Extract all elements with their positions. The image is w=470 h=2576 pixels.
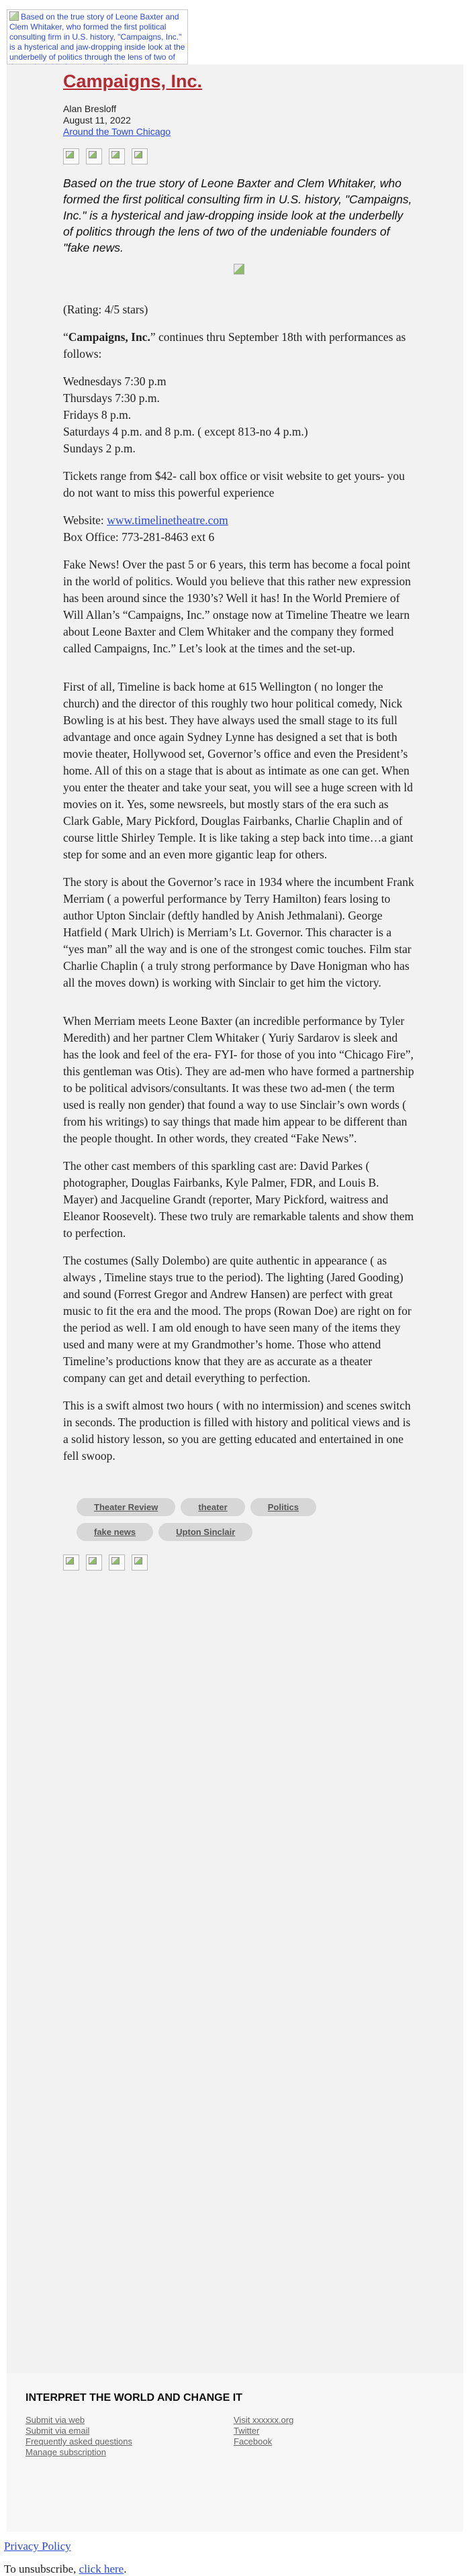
privacy-row [4,2540,470,2553]
share-icon-1[interactable] [63,1554,79,1571]
quote-mark: “ [63,330,68,344]
date: August 11, 2022 [63,115,131,126]
footer-heading: INTERPRET THE WORLD AND CHANGE IT [26,2392,242,2404]
article-body [63,301,415,1465]
tag-theater[interactable]: theater [181,1498,244,1516]
intro-bold: Campaigns, Inc. [68,330,150,344]
intro-paragraph [63,329,415,362]
article-meta [63,103,415,138]
unsubscribe-link[interactable]: click here [79,2563,124,2575]
manage-subscription-link[interactable]: Manage subscription [26,2447,106,2457]
schedule-line: Sundays 2 p.m. [63,442,136,455]
share-icon-4[interactable] [132,148,148,164]
footer-links [26,2415,444,2458]
submit-email-link[interactable]: Submit via email [26,2426,90,2436]
schedule-line: Fridays 8 p.m. [63,408,132,422]
header-image [7,9,188,64]
header-image-alt: Based on the true story of Leone Baxter and Clem Whitaker, who formed the first political consulting firm in U.S. history, "Campaigns, Inc." is a hysterical and jaw-dropping inside look at the underbelly of politics through the lens of two of [9,12,185,62]
box-office: Box Office: 773-281-8463 ext 6 [63,530,215,544]
body-paragraph: First of all, Timeline is back home at 615 Wellington ( no longer the church) and the director of this roughly two hour political comedy, Nick Bowling is at his best. They have always used the small stage to its full advantage and once again Sydney Lynne has designed a set that is both movie theater, Hollywood set, Governor’s office and even the President’s home. All of this on a stage that is about as intimate as one can get. When you enter the theater and take your seat, you will see a huge screen with ld movies on it. Yes, some newsreels, but mostly stars of the era such as Clark Gable, Mary Pickford, Douglas Fairbanks, Charlie Chaplin and of course little Shirley Temple. It is like taking a step back into time…a giant step for some and an even more gigantic leap for others. [63,680,414,861]
faq-link[interactable]: Frequently asked questions [26,2436,132,2446]
website-link[interactable]: www.timelinetheatre.com [107,513,228,527]
website-label: Website: [63,513,107,527]
body-paragraph: The other cast members of this sparkling cast are: David Parkes ( photographer, Douglas Fairbanks, Kyle Palmer, FDR, and Louis B. Mayer) and Jacqueline Grandt (reporter, Mary Pickford, waitress and Eleanor Roosevelt). These two truly are remarkable talents and show them to perfection. [63,1159,414,1240]
share-icon-4[interactable] [132,1554,148,1571]
privacy-policy-link[interactable]: Privacy Policy [4,2540,71,2553]
schedule-line: Saturdays 4 p.m. and 8 p.m. ( except 813-no 4 p.m.) [63,425,308,438]
tag-upton-sinclair[interactable]: Upton Sinclair [158,1523,252,1541]
broken-image-icon [234,264,244,275]
article-title[interactable]: Campaigns, Inc. [63,71,203,91]
unsubscribe-end: . [124,2563,127,2575]
submit-web-link[interactable]: Submit via web [26,2415,85,2425]
tag-fake-news[interactable]: fake news [77,1523,153,1541]
share-icon-3[interactable] [109,1554,125,1571]
facebook-link[interactable]: Facebook [234,2436,273,2446]
body-paragraph: This is a swift almost two hours ( with no intermission) and scenes switch in seconds. The production is filled with history and political views and is a solid history lesson, so you are getting educated and entertained in one fell swoop. [63,1399,411,1463]
share-icons-bottom [63,1554,415,1573]
tickets-paragraph: Tickets range from $42- call box office or visit website to get yours- you do not want to miss this powerful experience [63,469,405,499]
schedule [63,373,415,457]
visit-site-link[interactable]: Visit xxxxxx.org [234,2415,294,2425]
footer-left-column [26,2415,234,2458]
article-summary: Based on the true story of Leone Baxter and Clem Whitaker, who formed the first political consulting firm in U.S. history, "Campaigns, Inc." is a hysterical and jaw-dropping inside look at the underbelly of politics through the lens of two of the undeniable founders of "fake news. [63,177,412,254]
share-icon-1[interactable] [63,148,79,164]
footer-right-column [234,2415,442,2458]
schedule-line: Wednesdays 7:30 p.m [63,375,167,388]
author: Alan Bresloff [63,103,117,114]
share-icons-top [63,148,415,167]
body-paragraph: The costumes (Sally Dolembo) are quite authentic in appearance ( as always , Timeline stays true to the period). The lighting (Jared Gooding) and sound (Forrest Gregor and Andrew Hansen) are perfect with great music to fit the era and the mood. The props (Rowan Doe) are right on for the period as well. I am old enough to have seen many of the items they used and many were at my Grandmother’s home. Those who attend Timeline’s productions know that they are as accurate as a theater company can get and detail everything to perfection. [63,1254,412,1385]
share-icon-3[interactable] [109,148,125,164]
body-paragraph: When Merriam meets Leone Baxter (an incredible performance by Tyler Meredith) and her partner Clem Whitaker ( Yuriy Sardarov is sleek and has the look and feel of the era- FYI- for those of you into “Chicago Fire”, this gentleman was Otis). They are ad-men who have formed a partnership to be political advisors/consultants. It was these two ad-men ( the term used is really non gender) that found a way to use Sinclair’s own words ( from his writings) to say things that made him appear to be different than the people thought. In other words, they created “Fake News”. [63,1014,414,1145]
article-card [7,64,463,2373]
tag-theater-review[interactable]: Theater Review [77,1498,175,1516]
unsubscribe-text: To unsubscribe, [4,2563,79,2575]
body-paragraph: Fake News! Over the past 5 or 6 years, this term has become a focal point in the world of politics. Would you believe that this rather new expression has been around since the 1930’s? Well it has! In the World Premiere of Will Allan’s “Campaigns, Inc.” onstage now at Timeline Theatre we learn about Leone Baxter and Clem Whitaker and the company they formed called Campaigns, Inc.” Let’s look at the times and the set-up. [63,558,411,655]
unsubscribe-row [4,2563,470,2576]
contact-info [63,512,415,546]
share-icon-2[interactable] [86,1554,102,1571]
rating: (Rating: 4/5 stars) [63,303,148,316]
intro-rest: ” continues thru September 18th with performances as follows: [63,330,406,360]
body-paragraph: The story is about the Governor’s race in 1934 where the incumbent Frank Merriam ( a powerful performance by Terry Hamilton) fears losing to author Upton Sinclair (deftly handled by Anish Jethmalani). George Hatfield ( Mark Ulrich) is Merriam’s Lt. Governor. This character is a “yes man” all the way and is one of the strongest comic touches. Film star Charlie Chaplin ( a truly strong performance by Dave Honigman who has all the moves down) is working with Sinclair to get him the victory. [63,875,414,989]
twitter-link[interactable]: Twitter [234,2426,260,2436]
category-link[interactable]: Around the Town Chicago [63,126,171,137]
tag-politics[interactable]: Politics [250,1498,316,1516]
schedule-line: Thursdays 7:30 p.m. [63,391,160,405]
broken-image-icon [9,11,19,21]
share-icon-2[interactable] [86,148,102,164]
footer [7,2373,463,2532]
tag-list [63,1498,415,1548]
